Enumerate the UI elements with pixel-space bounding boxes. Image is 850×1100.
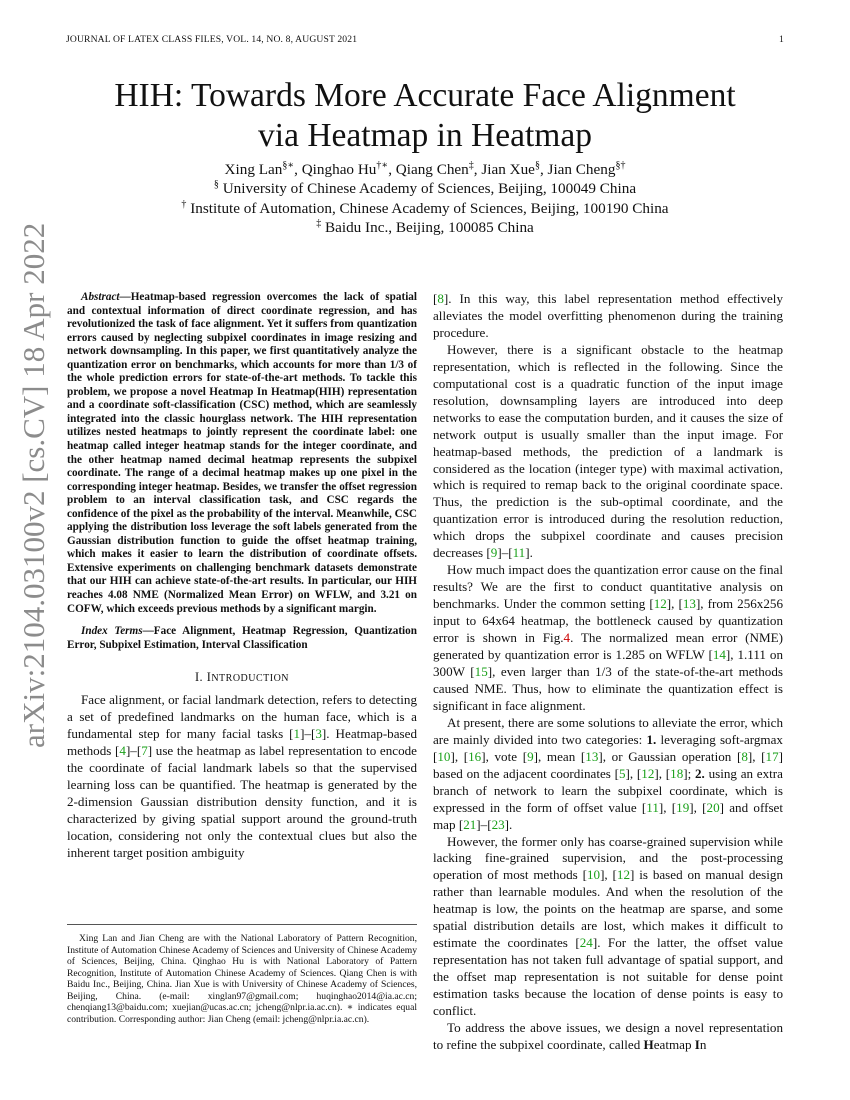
citation-link[interactable]: 10 bbox=[437, 748, 451, 764]
author-name: Jian Cheng bbox=[547, 161, 616, 178]
citation-link[interactable]: 7 bbox=[141, 743, 148, 759]
citation-link[interactable]: 9 bbox=[527, 748, 534, 764]
affiliation-text: Baidu Inc., Beijing, 100085 China bbox=[321, 218, 534, 236]
text-run: ], even larger than 1/3 of the state-of-the-art methods caused NME. Thus, how to eliminate the quantization effect is significant in face alignment. bbox=[433, 663, 783, 713]
paper-title bbox=[60, 76, 790, 156]
citation-link[interactable]: 18 bbox=[670, 765, 684, 781]
paragraph bbox=[433, 342, 783, 562]
text-run: ], [ bbox=[600, 867, 617, 883]
citation-link[interactable]: 15 bbox=[474, 663, 488, 679]
abstract: Abstract—Heatmap-based regression overcomes the lack of spatial and contextual information of direct coordinate regression, and has revolutionized the task of face alignment. Yet it suffers from quantization errors caused by neglecting subpixel coordinates in image resizing and network downsampling. In this paper, we first quantitatively analyze the quantization error on benchmarks, which accounts for more than 1/3 of the whole prediction errors for state-of-the-art methods. To tackle this problem, we propose a novel Heatmap In Heatmap(HIH) representation and a coordinate soft-classification (CSC) method, which are seamlessly integrated into the classic hourglass network. The HIH representation utilizes nested heatmaps to jointly represent the coordinate label: one heatmap called integer heatmap stands for the integer coordinate, and the other heatmap named decimal heatmap represents the subpixel coordinate. The range of a decimal heatmap makes up one pixel in the corresponding integer heatmap. Besides, we transfer the offset regression problem to an interval classification task, and CSC regards the confidence of the pixel as the probability of the interval. Meanwhile, CSC applying the distribution loss leverage the soft labels generated from the Gaussian distribution function to guide the offset heatmap training, which makes it easier to learn the distribution of coordinate offsets. Extensive experiments on challenging benchmark datasets demonstrate that our HIH can achieve state-of-the-art results. In particular, our HIH reaches 4.08 NME (Normalized Mean Error) on WFLW, and 3.21 on COFW, which exceeds previous methods by a significant margin. bbox=[67, 291, 417, 615]
text-run: ], mean [ bbox=[533, 748, 586, 764]
affiliation-mark: † bbox=[181, 198, 187, 210]
author-names bbox=[60, 160, 790, 179]
author-sep: , bbox=[473, 161, 482, 178]
figure-link[interactable]: 4 bbox=[563, 630, 571, 646]
citation-link[interactable]: 13 bbox=[682, 596, 696, 612]
arxiv-stamp: arXiv:2104.03100v2 [cs.CV] 18 Apr 2022 bbox=[16, 222, 51, 748]
citation-link[interactable]: 1 bbox=[293, 726, 301, 742]
citation-link[interactable]: 20 bbox=[706, 799, 720, 815]
text-run: ]. For the latter, the offset value representation has not taken full advantage of spatial support, and the offset map representation is not suitable for dense point estimation tasks because the location of dense points is easy to conflict. bbox=[433, 935, 783, 1019]
text-run: ], or Gaussian operation [ bbox=[598, 748, 742, 764]
author-name: Qinghao Hu bbox=[301, 161, 377, 178]
author-sep: , bbox=[539, 161, 548, 178]
bold-marker: 2. bbox=[694, 765, 705, 781]
citation-link[interactable]: 8 bbox=[437, 291, 444, 306]
text-run: ], [ bbox=[625, 765, 642, 781]
author-mark: §∗ bbox=[282, 159, 295, 171]
affiliation-mark: ‡ bbox=[316, 217, 322, 229]
affiliation-mark: § bbox=[213, 179, 219, 191]
affiliation bbox=[60, 199, 790, 218]
bold-marker: 1. bbox=[646, 731, 657, 747]
text-run: ], from 256x256 input to 64x64 heatmap, the bottleneck caused by quantization error is shown in Fig. bbox=[433, 596, 783, 646]
paragraph bbox=[433, 562, 783, 715]
abstract-text: Heatmap-based regression overcomes the lack of spatial and contextual information of direct coordinate regression, and has revolutionized the task of face alignment. Yet it suffers from quantization errors caused by neglecting subpixel coordinates in image resizing and network downsampling. In this paper, we first quantitatively analyze the quantization error on benchmarks, which accounts for more than 1/3 of the whole prediction errors for state-of-the-art methods. To tackle this problem, we propose a novel Heatmap In Heatmap(HIH) representation and a coordinate soft-classification (CSC) method, which are seamlessly integrated into the classic hourglass network. The HIH representation utilizes nested heatmaps to jointly represent the coordinate label: one heatmap called integer heatmap stands for the integer coordinate, and the other heatmap named decimal heatmap represents the subpixel coordinate. The range of a decimal heatmap makes up one pixel in the corresponding integer heatmap. Besides, we transfer the offset regression problem to an interval classification task, and CSC regards the confidence of the pixel as the probability of the interval. Meanwhile, CSC applying the distribution loss leverage the soft labels generated from the Gaussian distribution function to guide the offset heatmap training, which makes it easier to learn the distribution of coordinate offsets. Extensive experiments on challenging benchmark datasets demonstrate that our HIH can achieve state-of-the-art results. In particular, our HIH reaches 4.08 NME (Normalized Mean Error) on WFLW, and 3.21 on COFW, which exceeds previous methods by a significant margin. bbox=[67, 291, 417, 615]
text-run: At present, there are some solutions to alleviate the error, which are mainly divided into two categories: bbox=[433, 714, 783, 747]
page-number: 1 bbox=[779, 34, 784, 45]
section-heading bbox=[67, 669, 417, 688]
text-run: ], [ bbox=[654, 765, 671, 781]
citation-link[interactable]: 17 bbox=[765, 748, 779, 764]
citation-link[interactable]: 12 bbox=[653, 596, 667, 612]
section-title-rest: NTRODUCTION bbox=[211, 673, 290, 685]
footnote bbox=[67, 924, 417, 1025]
affiliation bbox=[60, 179, 790, 198]
text-run: leveraging soft-argmax [ bbox=[433, 731, 783, 764]
text-run: ], [ bbox=[666, 596, 683, 612]
paragraph bbox=[433, 715, 783, 834]
author-name: Jian Xue bbox=[481, 161, 535, 178]
text-run: ], [ bbox=[658, 799, 677, 815]
citation-link[interactable]: 12 bbox=[641, 765, 655, 781]
text-run: [ bbox=[433, 291, 438, 306]
citation-link[interactable]: 3 bbox=[315, 726, 322, 742]
text-run: ], [ bbox=[450, 748, 469, 764]
citation-link[interactable]: 5 bbox=[619, 765, 626, 781]
abstract-label: Abstract bbox=[81, 291, 120, 303]
text-run: ] is based on manual design rather than learnable modules. And when the resolution of the heatmap is low, the points on the heatmap are sparse, and some spatial distribution details are lost, which makes it difficult to estimate the coordinates [ bbox=[433, 867, 783, 951]
right-column bbox=[433, 291, 783, 1054]
text-run: However, the former only has coarse-grained supervision while lacking fine-grained supervision, and the post-processing operation of most methods [ bbox=[433, 833, 783, 883]
text-run: However, there is a significant obstacle to the heatmap representation, which is reflected in the following. Since the computational cost is a quadratic function of the input image resolution, downsampling layers are introduced into deep networks to ease the computation burden, and it causes the size of network output is usually smaller than the input image. For heatmap-based methods, the prediction of a landmark is considered as the location (integer type) with maximal activation, which is required to remap back to the original coordinate space. Thus, the prediction is the sub-optimal coordinate, and the quantization error is introduced during the resolution reduction, which drops the subpixel coordinate and causes precision decreases [ bbox=[433, 341, 783, 561]
text-run: ]; bbox=[683, 765, 695, 781]
section-first-letter: I bbox=[206, 670, 212, 685]
author-block bbox=[60, 160, 790, 237]
paragraph bbox=[433, 291, 783, 342]
citation-link[interactable]: 8 bbox=[741, 748, 748, 764]
citation-link[interactable]: 11 bbox=[646, 799, 659, 815]
citation-link[interactable]: 14 bbox=[712, 647, 726, 663]
citation-link[interactable]: 11 bbox=[512, 545, 526, 561]
text-run: ], 1.111 on 300W [ bbox=[433, 647, 784, 679]
bold-letter: I bbox=[694, 1036, 700, 1052]
title-line-1: HIH: Towards More Accurate Face Alignment bbox=[114, 77, 736, 114]
text-run: ], vote [ bbox=[481, 748, 528, 764]
affiliation-text: University of Chinese Academy of Sciences, Beijing, 100049 China bbox=[218, 180, 637, 198]
text-run: eatmap bbox=[653, 1036, 695, 1052]
author-sep: , bbox=[388, 161, 396, 178]
text-run: ]. bbox=[504, 816, 513, 832]
text-run: ] based on the adjacent coordinates [ bbox=[433, 748, 783, 781]
text-run: ] use the heatmap as label representation to encode the coordinate of facial landmark labels so that the supervised learning loss can be quantified. The heatmap is generated by the 2-dimension Gaussian distribution density function, and it is characterized by giving spatial support around the ground-truth location, considering not only the contextual clues but also the inherent target position ambiguity bbox=[67, 743, 417, 860]
text-run: ] and offset map [ bbox=[433, 799, 783, 832]
text-run: To address the above issues, we design a novel representation to refine the subpixel coordinate, called bbox=[433, 1019, 783, 1052]
running-header: JOURNAL OF LATEX CLASS FILES, VOL. 14, NO. 8, AUGUST 2021 bbox=[66, 34, 358, 45]
text-run: ]–[ bbox=[476, 816, 492, 832]
text-run: n bbox=[699, 1036, 707, 1052]
text-run: ]–[ bbox=[300, 726, 316, 742]
text-run: ]. In this way, this label representation method effectively alleviates the model overfitting phenomenon during the training procedure. bbox=[433, 291, 783, 340]
footnote-text: Xing Lan and Jian Cheng are with the National Laboratory of Pattern Recognition, Institute of Automation Chinese Academy of Sciences and University of Chinese Academy of Sciences, Beijing, China. Qinghao Hu is with National Laboratory of Pattern Recognition, Institute of Automation Chinese Academy of Sciences. Qiang Chen is with Baidu Inc., Beijing, China. Jian Xue is with University of Chinese Academy of Sciences, Beijing, China. (e-mail: xinglan97@gmail.com; huqinghao2014@ia.ac.cn; chenqiang13@baidu.com; xuejian@ucas.ac.cn; jcheng@nlpr.ia.ac.cn). ∗ indicates equal contribution. Corresponding author: Jian Cheng (email: jcheng@nlpr.ia.ac.cn). bbox=[67, 933, 417, 1025]
author-mark: §† bbox=[615, 159, 626, 171]
left-column bbox=[67, 291, 417, 862]
author-mark: ‡ bbox=[468, 159, 474, 171]
citation-link[interactable]: 23 bbox=[491, 816, 505, 832]
citation-link[interactable]: 4 bbox=[119, 743, 126, 759]
author-name: Qiang Chen bbox=[395, 161, 469, 178]
text-run: ]–[ bbox=[125, 743, 142, 759]
affiliation-text: Institute of Automation, Chinese Academy of Sciences, Beijing, 100190 China bbox=[186, 199, 669, 217]
paragraph bbox=[433, 1020, 783, 1054]
text-run: ], [ bbox=[689, 799, 707, 815]
citation-link[interactable]: 24 bbox=[579, 935, 593, 951]
citation-link[interactable]: 16 bbox=[468, 748, 482, 764]
author-mark: †∗ bbox=[376, 159, 389, 171]
section-number: I. bbox=[194, 670, 204, 685]
affiliation bbox=[60, 218, 790, 237]
text-run: ]. bbox=[525, 545, 533, 561]
citation-link[interactable]: 9 bbox=[490, 545, 498, 561]
author-mark: § bbox=[534, 159, 540, 171]
citation-link[interactable]: 19 bbox=[676, 799, 690, 815]
author-sep: , bbox=[294, 161, 302, 178]
citation-link[interactable]: 10 bbox=[586, 867, 601, 883]
index-terms-text: Face Alignment, Heatmap Regression, Quantization Error, Subpixel Estimation, Interval Classification bbox=[67, 625, 417, 651]
text-run: ]. Heatmap-based methods [ bbox=[67, 726, 417, 759]
title-line-2: via Heatmap in Heatmap bbox=[258, 117, 592, 154]
text-run: Face alignment, or facial landmark detection, refers to detecting a set of predefined landmarks on the human face, which is a fundamental step for many facial tasks [ bbox=[67, 692, 417, 742]
intro-paragraph bbox=[67, 692, 417, 862]
citation-link[interactable]: 13 bbox=[585, 748, 599, 764]
citation-link[interactable]: 12 bbox=[616, 867, 631, 883]
citation-link[interactable]: 21 bbox=[463, 816, 477, 832]
text-run: ]–[ bbox=[497, 545, 513, 561]
author-name: Xing Lan bbox=[224, 161, 283, 178]
bold-letter: H bbox=[643, 1036, 654, 1052]
text-run: ], [ bbox=[747, 748, 766, 764]
paragraph bbox=[433, 834, 783, 1020]
text-run: How much impact does the quantization error cause on the final results? We are the first to conduct quantitative analysis on benchmarks. Under the common setting [ bbox=[433, 562, 783, 612]
text-run: using an extra branch of network to learn the subpixel coordinate, which is expressed in the form of offset value [ bbox=[433, 765, 783, 815]
index-terms: Index Terms—Face Alignment, Heatmap Regression, Quantization Error, Subpixel Estimation, Interval Classification bbox=[67, 625, 417, 651]
text-run: . The normalized mean error (NME) generated by quantization error is 1.285 on WFLW [ bbox=[433, 630, 783, 663]
index-terms-label: Index Terms bbox=[81, 625, 143, 638]
